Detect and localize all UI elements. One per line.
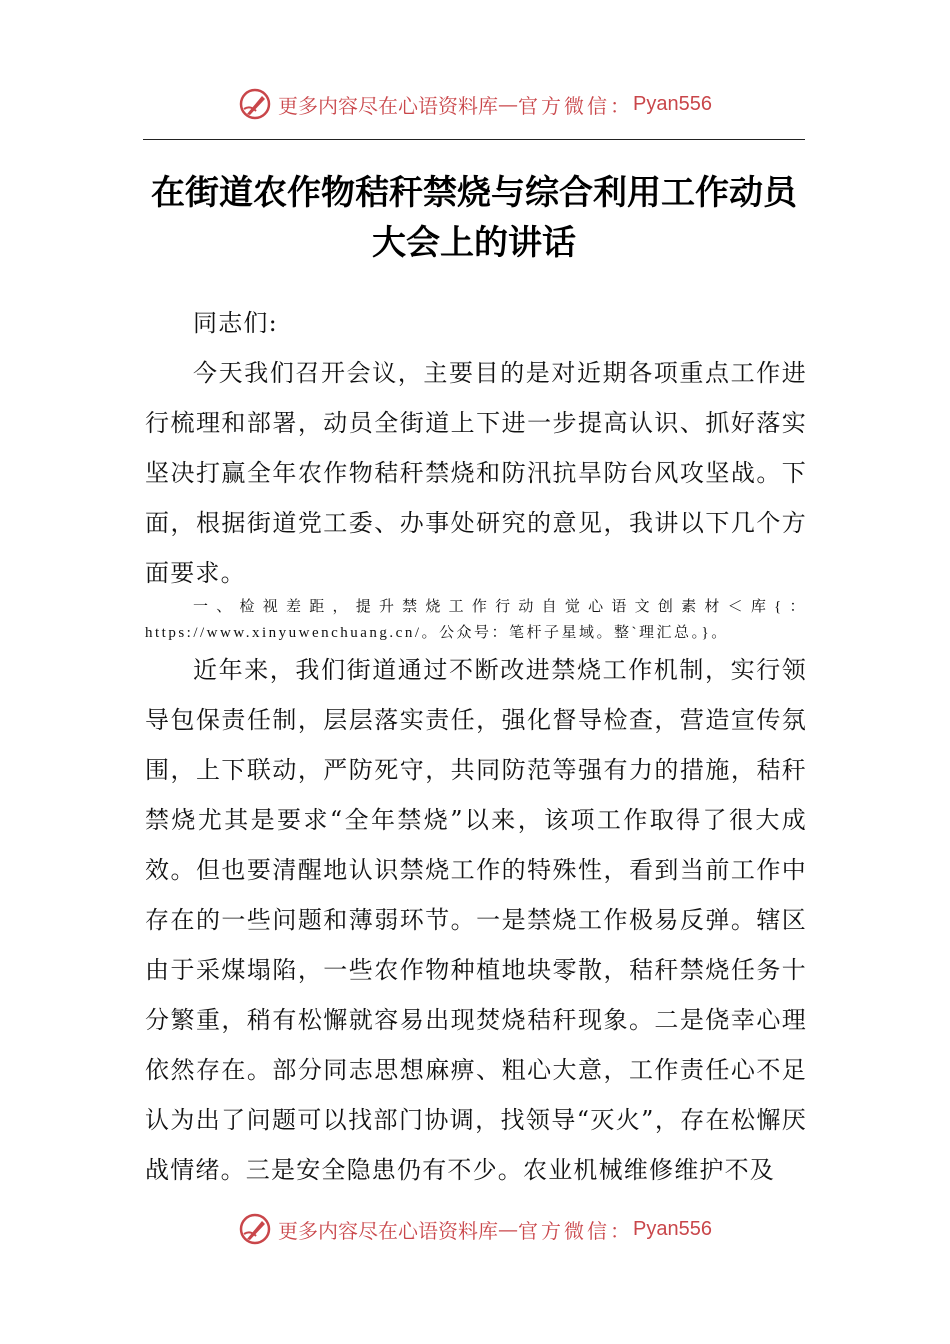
quill-logo-icon	[238, 87, 272, 121]
quill-logo-icon	[238, 1212, 272, 1246]
banner-brand-text: 更多内容尽在心语资料库	[278, 93, 499, 118]
banner-wechat-id: Pyan556	[633, 1217, 712, 1240]
section-1-heading: 一、检视差距，提升禁烧工作行动自觉心语文创素材＜库{：https://www.xinyuwenchuang.cn/。公众号：笔杆子星域。整`理汇总。}。	[145, 599, 807, 641]
document-title: 在街道农作物秸秆禁烧与综合利用工作动员大会上的讲话	[151, 173, 797, 263]
footer-banner	[0, 1207, 950, 1251]
banner-separator: —	[498, 92, 519, 116]
greeting: 同志们:	[193, 309, 278, 337]
paragraph-1: 今天我们召开会议，主要目的是对近期各项重点工作进行梳理和部署，动员全街道上下进一步提高认识、抓好落实坚决打赢全年农作物秸秆禁烧和防汛抗旱防台风攻坚战。下面，根据街道党工委、办事处研究的意见，我讲以下几个方面要求。	[145, 359, 807, 587]
header-banner	[0, 82, 950, 126]
header-divider	[143, 139, 805, 140]
paragraph-2: 近年来，我们街道通过不断改进禁烧工作机制，实行领导包保责任制，层层落实责任，强化督导检查，营造宣传氛围，上下联动，严防死守，共同防范等强有力的措施，秸秆禁烧尤其是要求“全年禁烧”以来，该项工作取得了很大成效。但也要清醒地认识禁烧工作的特殊性，看到当前工作中存在的一些问题和薄弱环节。一是禁烧工作极易反弹。辖区由于采煤塌陷，一些农作物种植地块零散，秸秆禁烧任务十分繁重，稍有松懈就容易出现焚烧秸秆现象。二是侥幸心理依然存在。部分同志思想麻痹、粗心大意，工作责任心不足认为出了问题可以找部门协调，找领导“灭火”，存在松懈厌战情绪。三是安全隐患仍有不少。农业机械维修维护不及	[145, 656, 807, 1184]
banner-separator: —	[498, 1217, 519, 1241]
banner-official-label: 官方微信：	[518, 93, 634, 118]
banner-brand-text: 更多内容尽在心语资料库	[278, 1218, 499, 1243]
banner-wechat-id: Pyan556	[633, 92, 712, 115]
banner-official-label: 官方微信：	[518, 1218, 634, 1243]
